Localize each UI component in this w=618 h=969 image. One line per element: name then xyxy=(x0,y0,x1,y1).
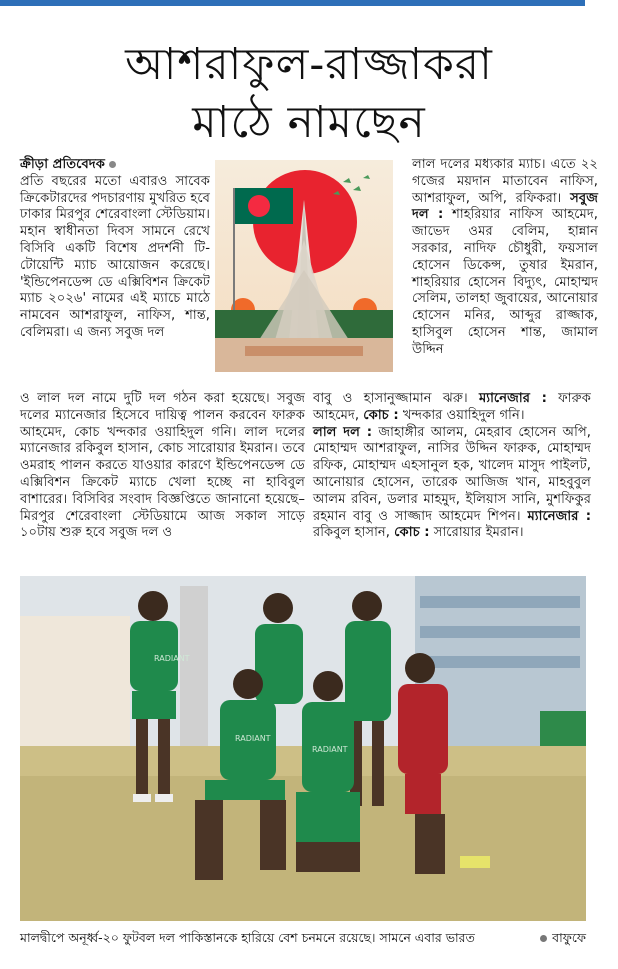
green-manager: ফারুক আহমেদ, xyxy=(313,391,591,423)
credit-dot-icon xyxy=(540,935,547,942)
article-column-3 xyxy=(412,157,598,359)
svg-text:RADIANT: RADIANT xyxy=(235,734,271,743)
article-column-1 xyxy=(20,157,210,342)
svg-text:RADIANT: RADIANT xyxy=(312,745,348,754)
red-coach: সারোয়ার ইমরান। xyxy=(433,525,524,541)
red-team-label: লাল দল : xyxy=(313,424,373,440)
headline-line-2: মাঠে নামছেন xyxy=(192,97,426,148)
svg-text:RADIANT: RADIANT xyxy=(154,654,190,663)
headline-line-1: আশরাফুল-রাজ্জাকরা xyxy=(125,39,493,90)
red-manager: রকিবুল হাসান, xyxy=(313,525,390,541)
red-coach-label: কোচ : xyxy=(394,525,430,541)
football-team-photo xyxy=(20,576,586,921)
green-team-players: শাহরিয়ার নাফিস আহমেদ, জাভেদ ওমর বেলিম, হান্নান সরকার, নাদিফ চৌধুরী, ফয়সাল হোসেন ডিকেন্স, তুষার ইমরান, শাহরিয়ার হোসেন বিদ্যুৎ, মোহাম্মদ সেলিম, তালহা জুবায়ের, আনোয়ার হোসেন মনির, আব্দুর রাজ্জাক, হাসিবুল হোসেন শান্ত, জামাল উদ্দিন xyxy=(412,207,599,357)
article-wide-right xyxy=(313,391,591,542)
column-1-text: প্রতি বছরের মতো এবারও সাবেক ক্রিকেটারদের পদচারণায় মুখরিত হবে ঢাকার মিরপুর শেরেবাংলা স্টেডিয়াম। মহান স্বাধীনতা দিবস সামনে রেখে বিসিবি একটি বিশেষ প্রদর্শনী টি-টোয়েন্টি ম্যাচ আয়োজন করেছে। 'ইন্ডিপেনডেন্স ডে এক্সিবিশন ক্রিকেট ম্যাচ ২০২৬' নামের এই ম্যাচে মাঠে নামবেন আশরাফুল, নাফিস, শান্ত, বেলিমরা। এ জন্য সবুজ দল xyxy=(20,173,210,340)
column-3-intro: লাল দলের মধ্যকার ম্যাচ। এতে ২২ গজের ময়দান মাতাবেন নাফিস, আশরাফুল, অপি, রফিকরা। xyxy=(412,157,598,206)
green-manager-label: ম্যানেজার : xyxy=(478,391,547,406)
byline: ক্রীড়া প্রতিবেদক xyxy=(20,157,105,172)
photo-caption: মালদ্বীপে অনূর্ধ্ব-২০ ফুটবল দল পাকিস্তানকে হারিয়ে বেশ চনমনে রয়েছে। সামনে এবার ভারত xyxy=(20,930,475,945)
top-rule xyxy=(0,0,585,6)
green-coach: খন্দকার ওয়াহিদুল গনি। xyxy=(402,407,525,423)
wide-left-text: ও লাল দল নামে দুটি দল গঠন করা হয়েছে। সবুজ দলের ম্যানেজার হিসেবে দায়িত্ব পালন করবেন ফারুক আহমেদ, কোচ খন্দকার ওয়াহিদুল গনি। লাল দলের ম্যানেজার রকিবুল হাসান, কোচ সারোয়ার ইমরান। তবে ওমরাহ পালন করতে যাওয়ার কারণে ইন্ডিপেনডেন্স ডে এক্সিবিশন ক্রিকেট ম্যাচে খেলা হচ্ছে না হাবিবুল বাশারের। বিসিবির সংবাদ বিজ্ঞপ্তিতে জানানো হয়েছে– মিরপুর শেরেবাংলা স্টেডিয়ামে আজ সকাল সাড়ে ১০টায় শুরু হবে সবুজ দল ও xyxy=(20,391,305,541)
green-coach-label: কোচ : xyxy=(363,407,399,423)
green-team-players-cont: বাবু ও হাসানুজ্জামান ঝরু। xyxy=(313,391,468,406)
photo-credit-text: বাফুফে xyxy=(552,930,586,945)
article-wide-left xyxy=(20,391,305,542)
red-team-players: জাহাঙ্গীর আলম, মেহরাব হোসেন অপি, মোহাম্মদ আশরাফুল, নাসির উদ্দিন ফারুক, মোহাম্মদ রফিক, মোহাম্মদ এহসানুল হক, খালেদ মাসুদ পাইলট, আনোয়ার হোসেন, তারেক আজিজ খান, মাহবুবুল আলম রবিন, ডলার মাহমুদ, ইলিয়াস সানি, মুশফিকুর রহমান বাবু ও সাজ্জাদ আহমেদ শিপন। xyxy=(313,424,591,524)
photo-credit xyxy=(540,930,586,950)
red-manager-label: ম্যানেজার : xyxy=(527,508,591,524)
green-team-label: সবুজ দল : xyxy=(412,190,598,223)
byline-dot-icon xyxy=(109,161,116,168)
independence-day-poster-image xyxy=(215,160,393,372)
